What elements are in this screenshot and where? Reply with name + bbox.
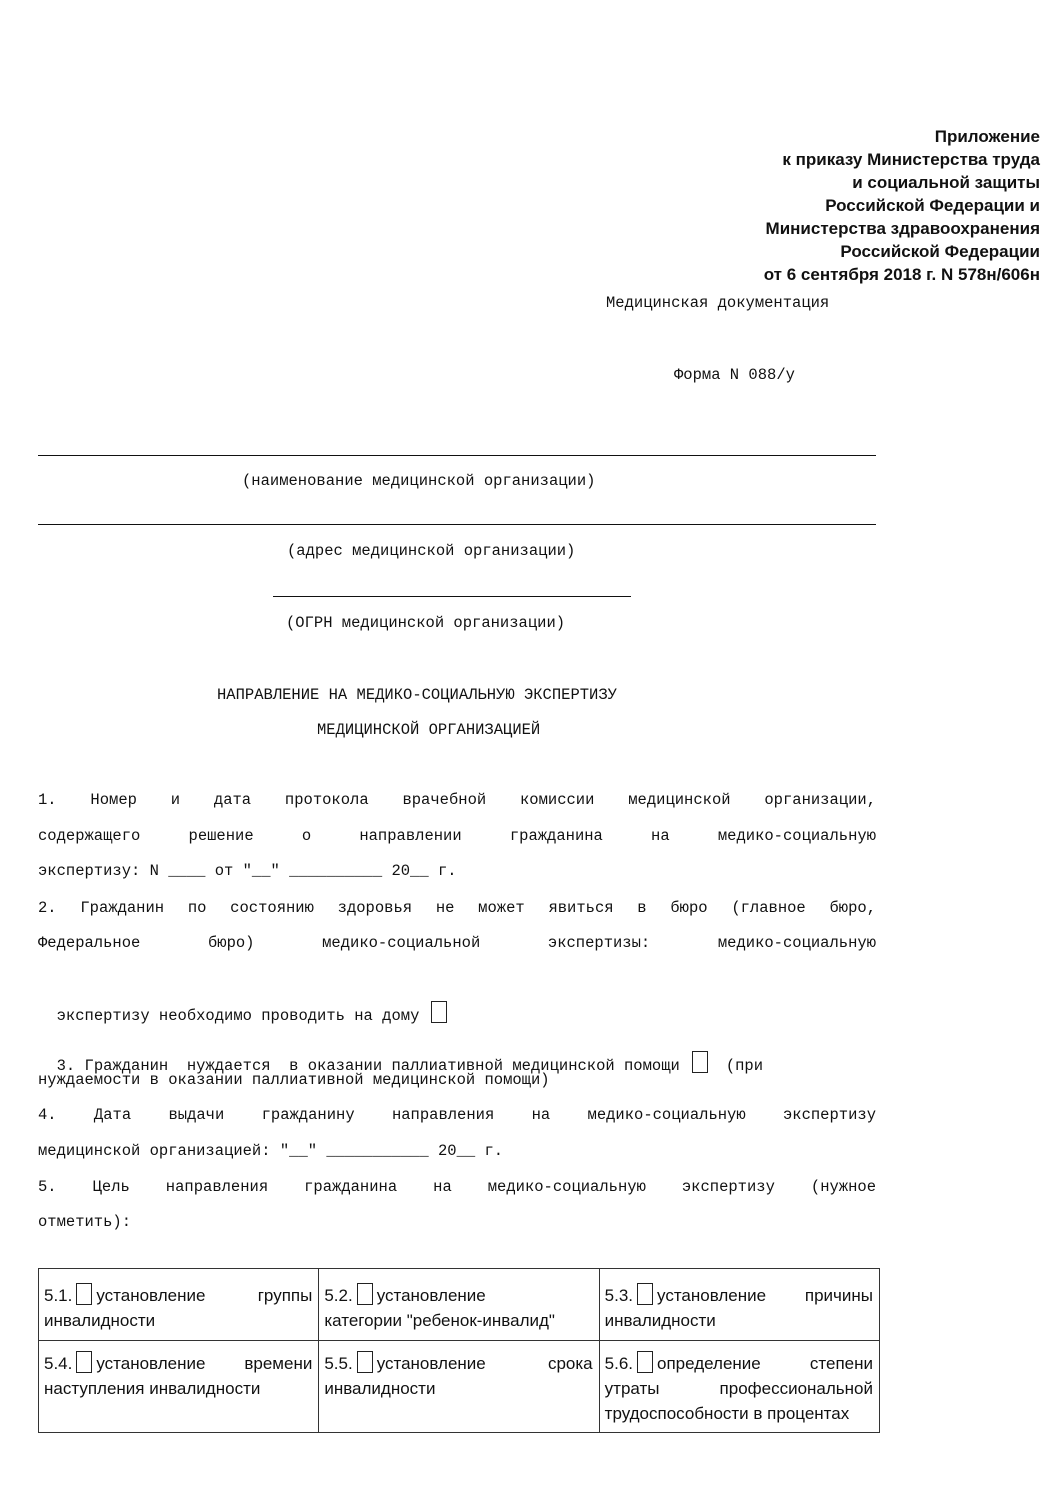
purpose-text-cont: утраты профессиональной трудоспособности в процентах: [604, 1379, 873, 1423]
doc-title-line1: НАПРАВЛЕНИЕ НА МЕДИКО-СОЦИАЛЬНУЮ ЭКСПЕРТИЗУ: [217, 686, 617, 704]
item1-line3[interactable]: экспертизу: N ____ от "__" __________ 20__ г.: [38, 862, 457, 880]
purpose-text-cont: инвалидности: [324, 1379, 436, 1398]
purpose-text: установление срока: [376, 1354, 593, 1373]
org-address-line[interactable]: [38, 524, 876, 525]
purpose-number: 5.4.: [44, 1354, 73, 1373]
item5-line1: 5. Цель направления гражданина на медико-социальную экспертизу (нужное: [38, 1178, 876, 1196]
form-number: Форма N 088/у: [674, 366, 795, 384]
item3-line1: [38, 1033, 763, 1075]
appendix-line: и социальной защиты: [852, 173, 1040, 192]
purpose-checkbox-5-5[interactable]: [357, 1351, 373, 1373]
purpose-checkbox-5-4[interactable]: [76, 1351, 92, 1373]
purpose-text-cont: категории "ребенок-инвалид": [324, 1311, 555, 1330]
appendix-block: [764, 125, 1040, 286]
purpose-text-cont: инвалидности: [604, 1311, 716, 1330]
item3-line2: нуждаемости в оказании паллиативной медицинской помощи): [38, 1071, 550, 1089]
purpose-text: установление причины: [657, 1286, 873, 1305]
palliative-checkbox[interactable]: [692, 1051, 708, 1073]
appendix-line: к приказу Министерства труда: [782, 150, 1040, 169]
purpose-cell-5-6: [599, 1341, 879, 1433]
med-doc-label: Медицинская документация: [606, 294, 830, 312]
appendix-line: Российской Федерации и: [825, 196, 1040, 215]
appendix-line: Приложение: [934, 127, 1040, 146]
purpose-number: 5.3.: [604, 1286, 634, 1305]
purpose-cell-5-4: [39, 1341, 319, 1433]
org-ogrn-line[interactable]: [273, 596, 631, 597]
purpose-checkbox-5-1[interactable]: [76, 1283, 92, 1305]
item1-line2: содержащего решение о направлении гражданина на медико-социальную: [38, 827, 876, 845]
home-exam-checkbox[interactable]: [431, 1001, 447, 1023]
purpose-number: 5.2.: [324, 1286, 353, 1305]
purpose-text: установление группы: [96, 1286, 313, 1305]
item4-line1: 4. Дата выдачи гражданину направления на медико-социальную экспертизу: [38, 1106, 876, 1124]
purpose-text-cont: наступления инвалидности: [44, 1379, 261, 1398]
purpose-cell-5-3: [599, 1269, 879, 1341]
item5-line2: отметить):: [38, 1213, 132, 1231]
table-row: [39, 1269, 880, 1341]
org-name-line[interactable]: [38, 455, 876, 456]
purpose-text-cont: инвалидности: [44, 1311, 156, 1330]
purpose-cell-5-2: [319, 1269, 599, 1341]
appendix-line: от 6 сентября 2018 г. N 578н/606н: [763, 265, 1040, 284]
item4-line2[interactable]: медицинской организацией: "__" ___________ 20__ г.: [38, 1142, 504, 1160]
purpose-text: установление: [376, 1286, 486, 1305]
org-ogrn-caption: (ОГРН медицинской организации): [286, 614, 566, 632]
purpose-number: 5.5.: [324, 1354, 353, 1373]
purpose-checkbox-5-3[interactable]: [637, 1283, 653, 1305]
item2-line3-text: экспертизу необходимо проводить на дому: [56, 1007, 420, 1025]
appendix-line: Российской Федерации: [840, 242, 1040, 261]
purpose-table: [38, 1268, 880, 1433]
purpose-number: 5.1.: [44, 1286, 73, 1305]
item3-line1-tail: (при: [725, 1057, 764, 1075]
purpose-cell-5-5: [319, 1341, 599, 1433]
doc-title-line2: МЕДИЦИНСКОЙ ОРГАНИЗАЦИЕЙ: [317, 721, 541, 739]
org-name-caption: (наименование медицинской организации): [242, 472, 596, 490]
item3-line1-text: 3. Гражданин нуждается в оказании паллиативной медицинской помощи: [56, 1057, 680, 1075]
purpose-text: определение степени: [657, 1354, 873, 1373]
purpose-number: 5.6.: [604, 1354, 634, 1373]
item2-line3: [38, 983, 451, 1025]
purpose-cell-5-1: [39, 1269, 319, 1341]
purpose-text: установление времени: [96, 1354, 313, 1373]
table-row: [39, 1341, 880, 1433]
purpose-checkbox-5-2[interactable]: [357, 1283, 373, 1305]
item2-line2: Федеральное бюро) медико-социальной экспертизы: медико-социальную: [38, 934, 876, 952]
appendix-line: Министерства здравоохранения: [765, 219, 1040, 238]
purpose-checkbox-5-6[interactable]: [637, 1351, 653, 1373]
item2-line1: 2. Гражданин по состоянию здоровья не может явиться в бюро (главное бюро,: [38, 899, 876, 917]
item1-line1: 1. Номер и дата протокола врачебной комиссии медицинской организации,: [38, 791, 876, 809]
org-address-caption: (адрес медицинской организации): [287, 542, 576, 560]
